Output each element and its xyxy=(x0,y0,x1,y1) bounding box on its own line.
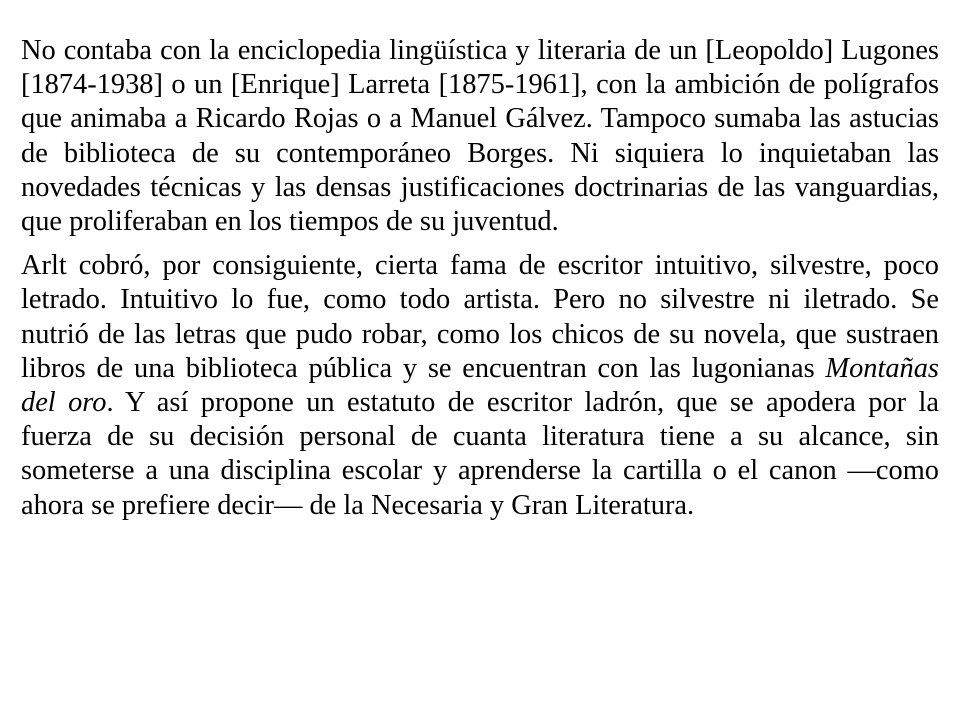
paragraph-2-text-end: . Y así propone un estatuto de escritor ladrón, que se apodera por la fuerza de su decisión personal de cuanta literatura tiene a su alcance, sin someterse a una disciplina escolar y aprenderse la cartilla o el canon —como ahora se prefiere decir— de la Necesaria y Gran Literatura. xyxy=(21,387,939,521)
paragraph-2-text-start: Arlt cobró, por consiguiente, cierta fama de escritor intuitivo, silvestre, poco letrado. Intuitivo lo fue, como todo artista. Pero no silvestre ni iletrado. Se nutrió de las letras que pudo robar, como los chicos de su novela, que sustraen libros de una biblioteca pública y se encuentran con las lugonianas xyxy=(21,250,939,384)
paragraph-2 xyxy=(21,249,939,523)
book-title: Montañas del oro xyxy=(21,352,939,419)
text-body xyxy=(21,34,939,523)
paragraph-1 xyxy=(21,34,939,239)
paragraph-1-text: No contaba con la enciclopedia lingüística y literaria de un [Leopoldo] Lugones [1874-1938] o un [Enrique] Larreta [1875-1961], con la ambición de polígrafos que animaba a Ricardo Rojas o a Manuel Gálvez. Tampoco sumaba las astucias de biblioteca de su contemporáneo Borges. Ni siquiera lo inquietaban las novedades técnicas y las densas justificaciones doctrinarias de las vanguardias, que proliferaban en los tiempos de su juventud. xyxy=(21,35,939,238)
